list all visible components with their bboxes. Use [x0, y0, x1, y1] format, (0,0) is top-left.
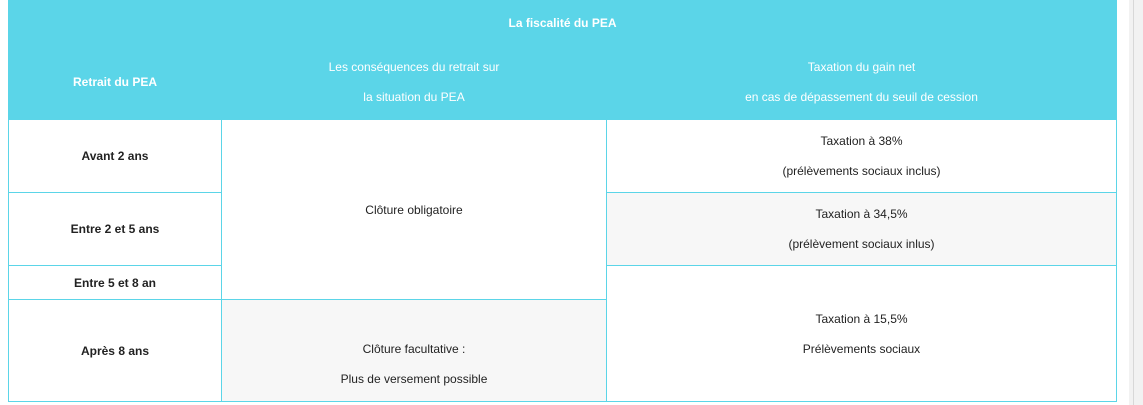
taxation-2-to-5-rate: Taxation à 34,5%	[815, 207, 908, 221]
consequence-mandatory-closure: Clôture obligatoire	[222, 120, 607, 300]
consequence-optional-line-1: Clôture facultative :	[362, 341, 466, 356]
period-after-8-years: Après 8 ans	[9, 300, 222, 402]
consequence-optional-line-2: Plus de versement possible	[340, 371, 488, 386]
taxation-before-2	[607, 120, 1117, 193]
table-title: La fiscalité du PEA	[9, 1, 1117, 45]
header-consequences-line-2: la situation du PEA	[363, 90, 465, 104]
table-row	[9, 120, 1117, 193]
taxation-before-2-note: (prélèvements sociaux inclus)	[782, 164, 941, 178]
header-consequences-line-1: Les conséquences du retrait sur	[328, 60, 500, 74]
taxation-2-to-5	[607, 193, 1117, 266]
taxation-after-5-rate: Taxation à 15,5%	[815, 311, 908, 326]
header-taxation-line-2: en cas de dépassement du seuil de cession	[745, 90, 978, 104]
taxation-after-5	[607, 266, 1117, 402]
taxation-after-5-note: Prélèvements sociaux	[802, 341, 921, 356]
table-title-row	[9, 1, 1117, 45]
scrollbar-edge	[1133, 0, 1134, 405]
period-5-to-8-years: Entre 5 et 8 an	[9, 266, 222, 300]
header-taxation-line-1: Taxation du gain net	[807, 60, 916, 74]
header-withdrawal: Retrait du PEA	[9, 45, 222, 120]
period-2-to-5-years: Entre 2 et 5 ans	[9, 193, 222, 266]
header-taxation	[607, 45, 1117, 120]
taxation-2-to-5-note: (prélèvement sociaux inlus)	[788, 237, 935, 251]
table-header-row	[9, 45, 1117, 120]
header-consequences	[222, 45, 607, 120]
taxation-before-2-rate: Taxation à 38%	[820, 134, 903, 148]
pea-tax-table	[8, 0, 1117, 402]
period-before-2-years: Avant 2 ans	[9, 120, 222, 193]
consequence-optional-closure	[222, 300, 607, 402]
scrollbar-track[interactable]	[1129, 0, 1143, 405]
